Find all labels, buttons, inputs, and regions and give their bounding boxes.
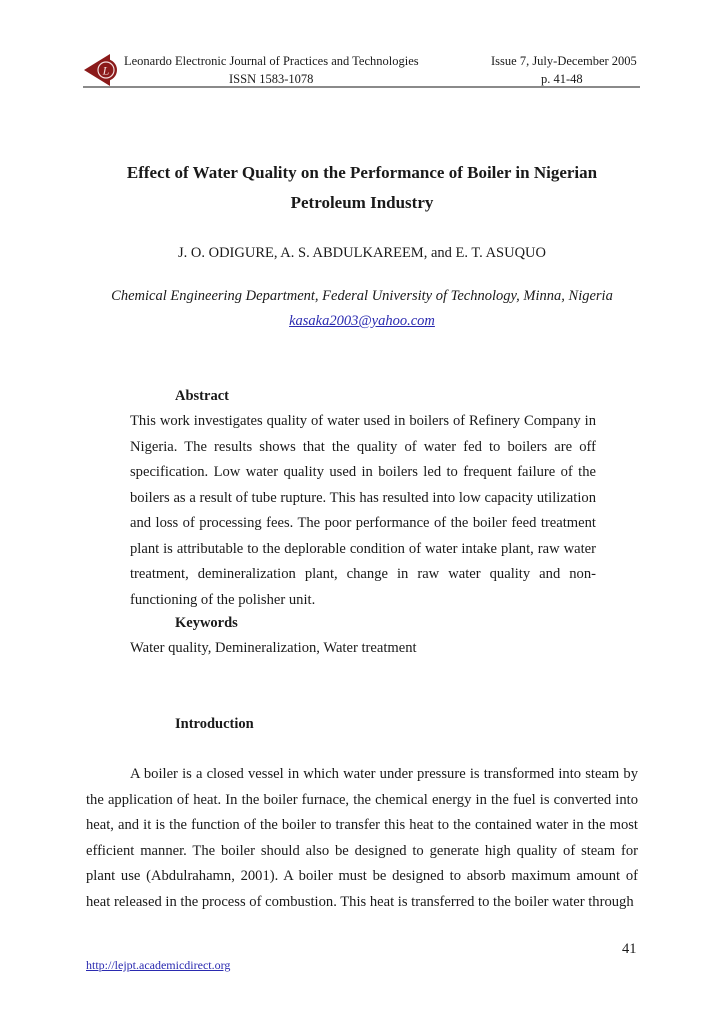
abstract-text: This work investigates quality of water used in boilers of Refinery Company in Nigeria. The results shows that the quality of water fed to boilers are off specification. Low water quality used in boilers led to frequent failure of the boilers as a result of tube rupture. This has resulted into low capacity utilization and loss of processing fees. The poor performance of the boiler feed treatment plant is attributable to the deplorable condition of water intake plant, raw water treatment, demineralization plant, change in raw water quality and non-functioning of the polisher unit.	[130, 413, 596, 608]
affiliation: Chemical Engineering Department, Federal University of Technology, Minna, Nigeria	[111, 288, 613, 304]
introduction-heading: Introduction	[175, 716, 254, 732]
email-link[interactable]: kasaka2003@yahoo.com	[289, 313, 435, 329]
issue-info: Issue 7, July-December 2005	[491, 54, 637, 68]
authors: J. O. ODIGURE, A. S. ABDULKAREEM, and E. T. ASUQUO	[177, 245, 546, 261]
author-email[interactable]	[0, 313, 724, 330]
header-divider	[83, 86, 640, 88]
abstract-heading: Abstract	[175, 388, 229, 404]
introduction-text: A boiler is a closed vessel in which water under pressure is transformed into steam by the application of heat. In the boiler furnace, the chemical energy in the fuel is converted into heat, and it is the function of the boiler to transfer this heat to the contained water in the most efficient manner. The boiler should also be designed to generate high quality of steam for plant use (Abdulrahamn, 2001). A boiler must be designed to absorb maximum amount of heat released in the process of combustion. This heat is transferred to the boiler water through	[86, 766, 638, 910]
keywords-text: Water quality, Demineralization, Water treatment	[130, 640, 417, 656]
paper-title-line1: Effect of Water Quality on the Performance of Boiler in Nigerian	[126, 163, 598, 182]
journal-url-link[interactable]: http://lejpt.academicdirect.org	[86, 958, 231, 972]
issn: ISSN 1583-1078	[229, 72, 314, 86]
journal-name: Leonardo Electronic Journal of Practices and Technologies	[124, 54, 419, 68]
paper-title-line2: Petroleum Industry	[290, 193, 434, 212]
journal-logo-icon	[84, 52, 124, 88]
page-range: p. 41-48	[541, 72, 583, 86]
keywords-heading: Keywords	[175, 615, 238, 631]
svg-text:L: L	[102, 63, 110, 78]
page-number: 41	[622, 941, 637, 957]
